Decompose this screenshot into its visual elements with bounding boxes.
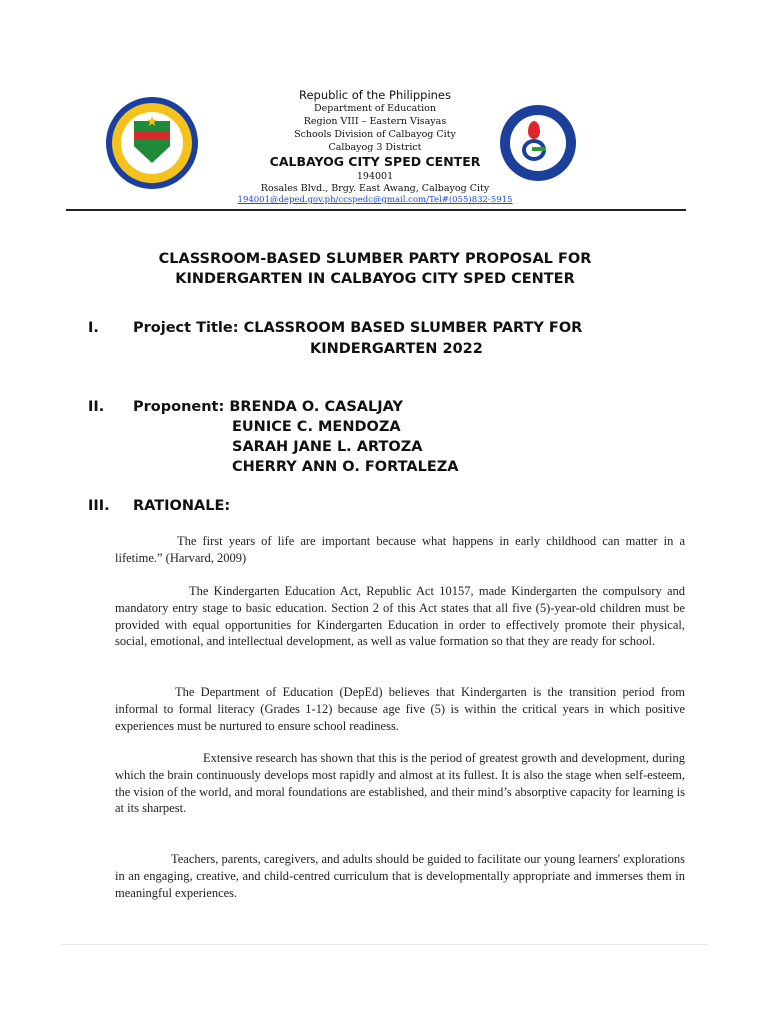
proponent-name: EUNICE C. MENDOZA <box>232 419 401 435</box>
project-title-line-2: KINDERGARTEN 2022 <box>310 341 483 357</box>
rationale-paragraph: Teachers, parents, caregivers, and adults should be guided to facilitate our young learners' explorations in an engaging, creative, and child-centred curriculum that is developmentally appropriate and immerses them in meaningful experiences. <box>115 852 685 900</box>
header-division: Schools Division of Calbayog City <box>294 129 456 140</box>
header-department: Department of Education <box>314 103 436 114</box>
header-republic: Republic of the Philippines <box>298 88 452 102</box>
schools-division-seal-icon: ★ <box>106 97 198 189</box>
project-title-line-1: Project Title: CLASSROOM BASED SLUMBER PARTY FOR <box>133 320 583 336</box>
rationale-paragraph: The Department of Education (DepEd) believes that Kindergarten is the transition period from informal to formal literacy (Grades 1-12) because age five (5) is within the critical years in which positive experiences must be nurtured to ensure school readiness. <box>115 685 685 733</box>
rationale-paragraph: The first years of life are important because what happens in early childhood can matter in a lifetime.” (Harvard, 2009) <box>115 534 685 565</box>
section-1-number: I. <box>88 320 99 336</box>
proponent-name: CHERRY ANN O. FORTALEZA <box>232 459 459 475</box>
header-divider <box>66 209 686 211</box>
header-address: Rosales Blvd., Brgy. East Awang, Calbayog City <box>260 183 490 194</box>
document-title-line-2: KINDERGARTEN IN CALBAYOG CITY SPED CENTER <box>175 271 575 287</box>
rationale-paragraph: The Kindergarten Education Act, Republic Act 10157, made Kindergarten the compulsory and mandatory entry stage to basic education. Section 2 of this Act states that all five (5)-year-old children must be provided with equal opportunities for Kindergarten Education in order to effectively promote their physical, social, emotional, and intellectual development, as well as value formation so that they are ready for school. <box>115 584 685 649</box>
proponent-line: Proponent: BRENDA O. CASALJAY <box>133 399 403 415</box>
header-school-id: 194001 <box>356 171 394 182</box>
section-2-number: II. <box>88 399 105 415</box>
proponent-name: SARAH JANE L. ARTOZA <box>232 439 423 455</box>
rationale-heading: RATIONALE: <box>133 498 231 514</box>
header-region: Region VIII – Eastern Visayas <box>303 116 447 127</box>
rationale-paragraph: Extensive research has shown that this is the period of greatest growth and development, during which the brain continuously develops most rapidly and almost at its fullest. It is also the stage when self-esteem, the vision of the world, and moral foundations are established, and their mind’s absorptive capacity for learning is at its sharpest. <box>115 751 685 816</box>
page-bottom-divider <box>62 944 708 945</box>
section-3-number: III. <box>88 498 110 514</box>
header-contact-link[interactable]: 194001@deped.gov.ph/ccspedc@gmail.com/Tel#(055)832-5915 <box>237 195 513 205</box>
document-title-line-1: CLASSROOM-BASED SLUMBER PARTY PROPOSAL FOR <box>158 251 592 267</box>
header-district: Calbayog 3 District <box>328 142 422 153</box>
header-school-name: CALBAYOG CITY SPED CENTER <box>269 154 481 169</box>
